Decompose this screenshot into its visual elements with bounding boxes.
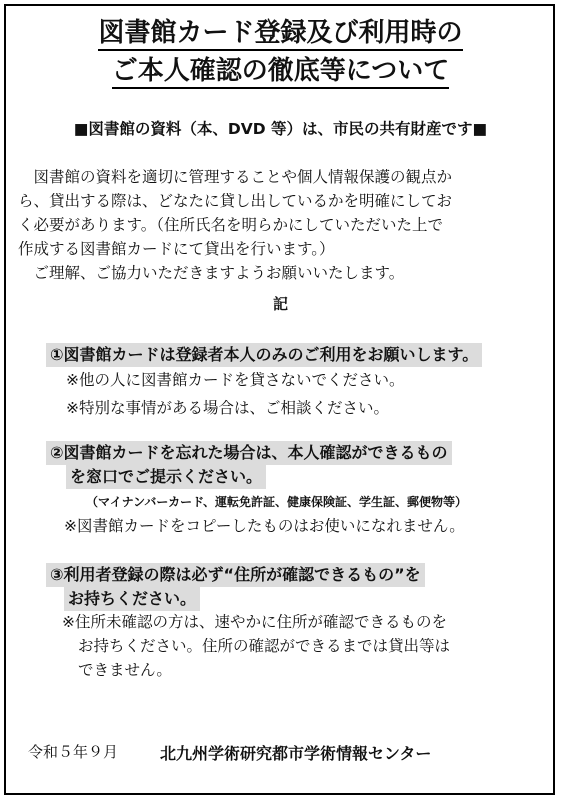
item2-heading-line-2: を窓口でご提示ください。	[66, 465, 266, 489]
item3-heading-line-2: お持ちください。	[64, 587, 200, 611]
footer-organization: 北九州学術研究都市学術情報センター	[160, 744, 432, 763]
intro-paragraph	[18, 165, 543, 285]
intro-line: く必要があります。（住所氏名を明らかにしていただいた上で	[18, 216, 444, 234]
ki-heading: 記	[272, 295, 288, 313]
title-line-2: ご本人確認の徹底等について	[0, 54, 561, 88]
footer-date: 令和５年９月	[28, 743, 119, 761]
item2-heading-line-1: ②図書館カードを忘れた場合は、本人確認ができるもの	[46, 441, 452, 465]
item1-heading: ①図書館カードは登録者本人のみのご利用をお願いします。	[46, 343, 482, 367]
item2-examples: （マイナンバーカード、運転免許証、健康保険証、学生証、郵便物等）	[86, 495, 468, 509]
item2-note: ※図書館カードをコピーしたものはお使いになれません。	[64, 517, 465, 535]
subtitle: ■図書館の資料（本、DVD 等）は、市民の共有財産です■	[73, 120, 488, 138]
item1-note-1: ※他の人に図書館カードを貸さないでください。	[66, 371, 405, 389]
intro-line: ら、貸出する際は、どなたに貸し出しているかを明確にしてお	[18, 192, 453, 210]
item3-heading-line-1: ③利用者登録の際は必ず“住所が確認できるもの”を	[46, 563, 425, 587]
item3-note-line-2: お持ちください。住所の確認ができるまでは貸出等は	[78, 637, 451, 655]
intro-line: 図書館の資料を適切に管理することや個人情報保護の観点か	[18, 168, 453, 186]
item1-note-2: ※特別な事情がある場合は、ご相談ください。	[66, 399, 389, 417]
title-line-1: 図書館カード登録及び利用時の	[0, 16, 561, 50]
intro-line: 作成する図書館カードにて貸出を行います。）	[18, 240, 335, 258]
item3-note-line-1: ※住所未確認の方は、速やかに住所が確認できるものを	[62, 613, 447, 631]
item3-note-line-3: できません。	[78, 661, 172, 679]
intro-line: ご理解、ご協力いただきますようお願いいたします。	[18, 264, 405, 282]
